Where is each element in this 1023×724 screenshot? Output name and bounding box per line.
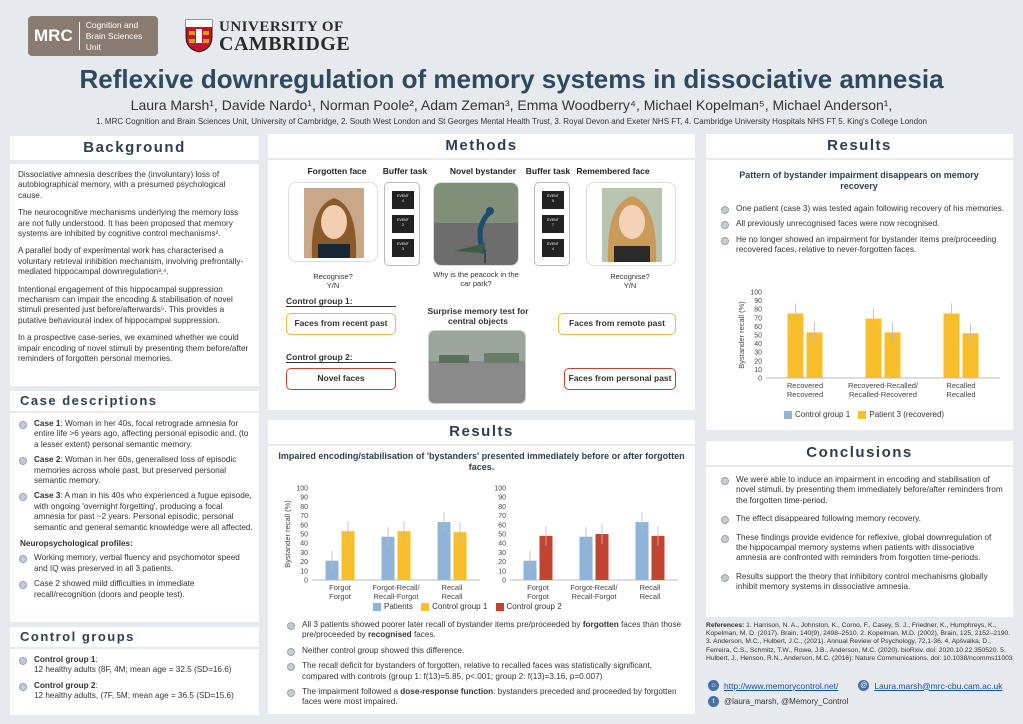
results-mid-heading: Results bbox=[268, 420, 695, 444]
chart1-xtick: Forgot bbox=[329, 583, 351, 592]
results-right-bullet-2: All previously unrecognised faces were now recognised. bbox=[716, 219, 1006, 229]
results-mid-subtitle: Impaired encoding/stabilisation of 'bystanders' presented immediately before or after forgotten faces. bbox=[278, 451, 685, 472]
chart3-ytick: 10 bbox=[754, 366, 762, 374]
case-1: Case 1: Woman in her 40s, focal retrograde amnesia for entire life >6 years ago, affecting personal episodic and. (to a lesser extent) personal semantic memory. bbox=[14, 419, 255, 450]
results-mid-bullet-2: Neither control group showed this difference. bbox=[282, 646, 687, 656]
chart2-xtick: Recall bbox=[639, 583, 661, 592]
background-heading: Background bbox=[10, 136, 259, 160]
results-mid-panel bbox=[268, 446, 695, 714]
affiliations: 1. MRC Cognition and Brain Sciences Unit, University of Cambridge, 2. South West London and St Georges Mental Health Trust, 3. Royal Devon and Exeter NHS FT, 4. Cambridge University Hospitals NHS FT 5. King's College London bbox=[96, 117, 927, 126]
results-mid-bullet-3: The recall deficit for bystanders of forgotten, relative to recalled faces was statistically significant, compared with controls (group 1: f(13)=5.85, p<.001; group 2: f(13)=3.16, p=0.007) bbox=[282, 661, 687, 682]
background-p5: In a prospective case-series, we examined whether we could impair encoding of novel stimuli by presenting them before/after reminders of forgotten personal memories. bbox=[18, 333, 249, 364]
chart3-xtick: Recovered-Recalled/ bbox=[847, 381, 919, 390]
mrc-logo-text: MRC bbox=[28, 22, 80, 50]
conclusions-panel bbox=[706, 467, 1013, 617]
chart2-xtick: Recall bbox=[639, 592, 661, 601]
results-mid-bullet-1: All 3 patients showed poorer later recall of bystander items pre/proceeded by forgotten faces than those pre/proceeded by recognised faces. bbox=[282, 620, 687, 641]
legend-control2: Control group 2 bbox=[506, 602, 562, 611]
yn-2: Y/N bbox=[623, 281, 637, 290]
novel-bystander-label: Novel bystander bbox=[449, 166, 517, 176]
box-recent-past: Faces from recent past bbox=[286, 313, 396, 335]
legend-swatch-control1-right bbox=[784, 411, 792, 419]
legend-right-patient3: Patient 3 (recovered) bbox=[869, 410, 945, 419]
chart2-xtick: Forgot bbox=[527, 592, 549, 601]
chart3-ytick: 0 bbox=[758, 375, 762, 383]
control-group-2-label: Control group 2: bbox=[286, 352, 353, 362]
background-panel bbox=[10, 164, 259, 386]
neuropsych-2: Case 2 showed mild difficulties in immediate recall/recognition (doors and people test). bbox=[14, 579, 255, 600]
chart3-xtick: Recalled-Recovered bbox=[849, 390, 917, 399]
chart2-xtick: Recall-Forgot bbox=[571, 592, 617, 601]
yn-1: Y/N bbox=[326, 281, 340, 290]
background-p2: The neurocognitive mechanisms underlying the memory loss are not fully understood. It has been proposed that memory systems are inhibited by cognitive control mechanisms². bbox=[18, 208, 239, 239]
chart2-ytick: 80 bbox=[498, 503, 506, 511]
chart3-ytick: 60 bbox=[754, 323, 762, 331]
box-novel-faces: Novel faces bbox=[286, 368, 396, 390]
control-group-2: Control group 2: 12 healthy adults, (7F, 5M; mean age = 36.5 (SD=15.6) bbox=[14, 681, 255, 702]
background-p1: Dissociative amnesia describes the (involuntary) loss of autobiographical memory, with a presumed psychological cause. bbox=[18, 170, 226, 200]
chart2-ytick: 100 bbox=[494, 485, 506, 493]
chart2-ytick: 20 bbox=[498, 559, 506, 567]
chart1-ytick: 10 bbox=[300, 568, 308, 576]
surprise-test-label: Surprise memory test for central objects bbox=[427, 306, 529, 326]
chart1-ytick: 50 bbox=[300, 531, 308, 539]
email-icon: @ bbox=[860, 682, 868, 689]
event-label: EVENT bbox=[397, 194, 409, 198]
cambridge-logo-line1: UNIVERSITY OF bbox=[219, 19, 344, 35]
car-park-image bbox=[429, 331, 526, 404]
chart3-xtick: Recalled bbox=[946, 390, 976, 399]
box-personal-past: Faces from personal past bbox=[564, 368, 676, 390]
chart1-xtick: Recall bbox=[441, 583, 463, 592]
chart2-ytick: 10 bbox=[498, 568, 506, 576]
conclusion-1: We were able to induce an impairment in encoding and stabilisation of novel stimuli, by presenting them immediately before/after reminders from the forgotten time-period. bbox=[716, 475, 1003, 506]
bystander-recall-chart bbox=[272, 478, 692, 618]
recognise-1: Recognise? bbox=[313, 272, 353, 281]
event-label: EVENT bbox=[397, 218, 409, 222]
chart3-ytick: 50 bbox=[754, 332, 762, 340]
twitter-icon: t bbox=[708, 696, 719, 707]
conclusion-3: These findings provide evidence for reflexive, global downregulation of the hippocampal memory systems when patients with dissociative amnesia are confronted with reminders from forgotten time-periods. bbox=[716, 533, 1003, 564]
chart1-xtick: Forgot bbox=[329, 592, 351, 601]
chart1-ytick: 20 bbox=[300, 559, 308, 567]
references-text: 1. Harrison, N. A., Johnston, K., Corno, F., Casey, S. J., Friedner, K., Humphreys, K., Kopelman, M. D. (2017). Brain, 140(9), 2498–2510. 2. Kopelman, M.D. (2002), Brain, 125, 2152–2190. 3. Anderson, M.C., Hulbert, J.C., (2021). Annual Review of Psychology, 72,1-36. 4. Apšvalka, D., Ferreira, C.S., Schmitz, T.W., Rowe, J.B., Anderson, M.C. (2020). bioRxiv. doi: 2020.10.22.350520. 5. Hulbert, J., Henson, R.N., Anderson, M.C. (2016): Nature Communications. doi: 10.1038/ncomms11003 bbox=[706, 622, 1013, 662]
chart1-ytick: 30 bbox=[300, 549, 308, 557]
controls-heading: Control groups bbox=[10, 627, 259, 647]
neuropsych-heading: Neuropsychological profiles: bbox=[20, 539, 133, 549]
buffer-task-2: EVENT 5 EVENT 7 EVENT 4 bbox=[534, 182, 570, 266]
background-p3: A parallel body of experimental work has characterised a voluntary retrieval inhibition mechanism, involving prefrontally-mediated hippocampal downregulation³‚⁴. bbox=[18, 246, 244, 277]
legend-mid bbox=[373, 602, 562, 611]
event-label: EVENT bbox=[547, 218, 559, 222]
chart3-xtick: Recovered bbox=[786, 381, 824, 390]
results-right-panel bbox=[706, 160, 1013, 430]
recovery-chart bbox=[710, 286, 1010, 410]
background-p4: Intentional engagement of this hippocampal suppression mechanism can impair the encoding & stabilisation of novel stimuli presented just before/afterwards⁵. This provides a putative behavioural index of hippocampal suppression. bbox=[18, 284, 233, 325]
chart3-ytick: 80 bbox=[754, 306, 762, 314]
controls-panel bbox=[10, 649, 259, 715]
legend-swatch-control1 bbox=[421, 603, 429, 611]
cases-panel bbox=[10, 413, 259, 622]
email-link[interactable]: Laura.marsh@mrc-cbu.cam.ac.uk bbox=[874, 680, 1003, 691]
chart3-ytick: 100 bbox=[750, 289, 762, 297]
forgotten-face-image bbox=[304, 188, 364, 258]
chart2-xtick: Forgot-Recall/ bbox=[570, 583, 618, 592]
results-right-subtitle: Pattern of bystander impairment disappears on memory recovery bbox=[739, 170, 979, 191]
legend-patients: Patients bbox=[384, 602, 413, 611]
chart1-xtick: Recall-Forgot bbox=[373, 592, 419, 601]
chart3-ylabel: Bystander recall (%) bbox=[737, 301, 746, 369]
event-label: EVENT bbox=[547, 242, 559, 246]
conclusion-4: Results support the theory that inhibitory control mechanisms globally inhibit memory systems in dissociative amnesia. bbox=[716, 572, 1003, 593]
methods-panel bbox=[268, 160, 695, 410]
legend-swatch-control2 bbox=[496, 603, 504, 611]
chart1-ytick: 100 bbox=[296, 485, 308, 493]
chart1-ytick: 0 bbox=[304, 577, 308, 585]
conclusion-2: The effect disappeared following memory recovery. bbox=[716, 514, 1003, 524]
chart3-xtick: Recovered bbox=[786, 390, 824, 399]
twitter-handles: @laura_marsh, @Memory_Control bbox=[724, 697, 849, 706]
chart1-ytick: 80 bbox=[300, 503, 308, 511]
forgotten-face-label: Forgotten face bbox=[307, 166, 367, 176]
control-group-1: Control group 1: 12 healthy adults (8F, 4M; mean age = 32.5 (SD=16.6) bbox=[14, 655, 255, 676]
chart2-ytick: 50 bbox=[498, 531, 506, 539]
cambridge-shield-icon bbox=[185, 19, 213, 53]
event-label: EVENT bbox=[397, 242, 409, 246]
chart3-ytick: 30 bbox=[754, 349, 762, 357]
chart2-ytick: 30 bbox=[498, 549, 506, 557]
mrc-logo-line1: Cognition and bbox=[85, 19, 139, 30]
box-remote-past: Faces from remote past bbox=[558, 313, 676, 335]
chart2-ytick: 0 bbox=[502, 577, 506, 585]
chart2-ytick: 60 bbox=[498, 522, 506, 530]
buffer-task-1: EVENT 4 EVENT 2 EVENT 3 bbox=[384, 182, 420, 266]
control-group-1-label: Control group 1: bbox=[286, 296, 353, 306]
remembered-face-label: Remembered face bbox=[576, 166, 650, 176]
chart3-ytick: 20 bbox=[754, 358, 762, 366]
cambridge-logo-line2: CAMBRIDGE bbox=[219, 33, 351, 55]
cases-heading: Case descriptions bbox=[10, 391, 259, 411]
chart1-ytick: 70 bbox=[300, 513, 308, 521]
chart3-ytick: 40 bbox=[754, 341, 762, 349]
mrc-logo bbox=[28, 16, 158, 56]
case-2: Case 2: Woman in her 60s, generalised loss of episodic memories across whole past, but preserved personal semantic memory. bbox=[14, 455, 255, 486]
legend-control1: Control group 1 bbox=[432, 602, 488, 611]
legend-right bbox=[784, 410, 944, 419]
buffer-label-1: Buffer task bbox=[382, 166, 428, 176]
chart2-ytick: 70 bbox=[498, 513, 506, 521]
chart1-ytick: 40 bbox=[300, 540, 308, 548]
chart2-ytick: 90 bbox=[498, 494, 506, 502]
results-mid-bullet-4: The impairment followed a dose-response function: bystanders preceded and proceeded by forgotten faces were most impaired. bbox=[282, 687, 687, 708]
remembered-face-image bbox=[602, 188, 662, 262]
chart2-ytick: 40 bbox=[498, 540, 506, 548]
home-icon: ⌂ bbox=[708, 680, 719, 691]
chart3-ytick: 70 bbox=[754, 315, 762, 323]
neuropsych-1: Working memory, verbal fluency and psychomotor speed and IQ was preserved in all 3 patients. bbox=[14, 553, 255, 574]
conclusions-heading: Conclusions bbox=[706, 441, 1013, 465]
references-label: References: bbox=[706, 622, 745, 629]
chart3-xtick: Recalled bbox=[946, 381, 976, 390]
mrc-logo-line2: Brain Sciences Unit bbox=[85, 30, 143, 52]
case-3: Case 3: A man in his 40s who experienced a fugue episode, with ongoing 'overnight forgetting', producing a focal amnesia for past ~2 years. Personal episodic, personal semantic and general semantic knowledge were all affected. bbox=[14, 491, 255, 533]
results-right-bullet-1: One patient (case 3) was tested again following recovery of his memories. bbox=[716, 204, 1006, 214]
cambridge-logo bbox=[185, 14, 365, 58]
references bbox=[706, 622, 1013, 663]
chart1-xtick: Forgot-Recall/ bbox=[372, 583, 420, 592]
buffer-label-2: Buffer task bbox=[525, 166, 571, 176]
chart2-xtick: Forgot bbox=[527, 583, 549, 592]
results-right-heading: Results bbox=[706, 134, 1013, 158]
chart3-ytick: 90 bbox=[754, 298, 762, 306]
chart1-ytick: 90 bbox=[300, 494, 308, 502]
methods-heading: Methods bbox=[268, 134, 695, 158]
results-right-bullet-3: He no longer showed an impairment for bystander items pre/proceeding recovered faces, relative to never-forgotten faces. bbox=[716, 235, 1006, 256]
recognise-2: Recognise? bbox=[610, 272, 650, 281]
chart1-ylabel: Bystander recall (%) bbox=[283, 500, 292, 568]
event-label: EVENT bbox=[547, 194, 559, 198]
authors: Laura Marsh¹, Davide Nardo¹, Norman Poole², Adam Zeman³, Emma Woodberry⁴, Michael Kopelman⁵, Michael Anderson¹, bbox=[130, 97, 893, 113]
legend-swatch-patient3 bbox=[858, 411, 866, 419]
website-link[interactable]: http://www.memorycontrol.net/ bbox=[724, 680, 839, 691]
legend-right-control1: Control group 1 bbox=[795, 410, 851, 419]
poster-title: Reflexive downregulation of memory systems in dissociative amnesia bbox=[79, 64, 944, 94]
peacock-image bbox=[434, 183, 519, 266]
chart1-ytick: 60 bbox=[300, 522, 308, 530]
peacock-caption: Why is the peacock in the car park? bbox=[433, 270, 519, 288]
chart1-xtick: Recall bbox=[441, 592, 463, 601]
legend-swatch-patients bbox=[373, 603, 381, 611]
